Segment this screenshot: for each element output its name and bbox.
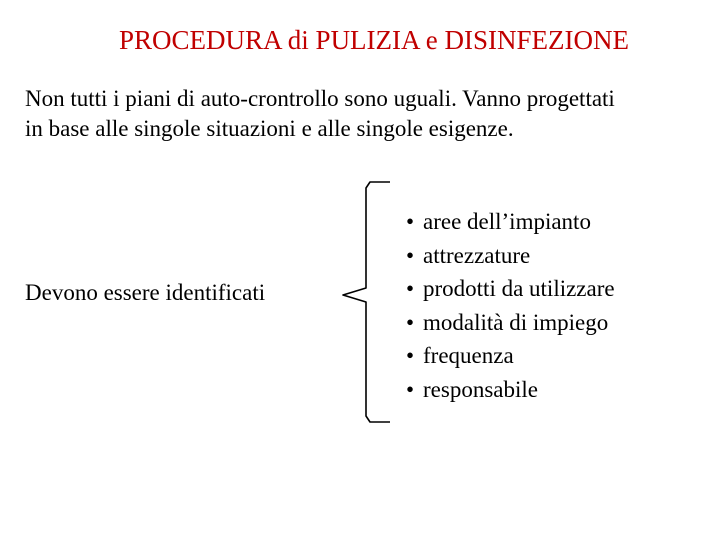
bullet-dot: • (406, 343, 415, 369)
list-item-text: aree dell’impianto (423, 209, 591, 234)
intro-line-1: Non tutti i piani di auto-crontrollo sono uguali. Vanno progettati (25, 86, 615, 111)
list-item-text: prodotti da utilizzare (423, 276, 615, 302)
list-item-text: attrezzature (423, 242, 531, 268)
list-item (406, 205, 615, 239)
bullet-dot: • (406, 242, 415, 268)
bullet-dot: • (406, 276, 415, 302)
list-item-text: responsabile (423, 376, 538, 402)
list-item-text: modalità di impiego (423, 309, 609, 335)
lead-label: Devono essere identificati (25, 280, 266, 305)
slide-title (0, 20, 720, 60)
list-item (406, 306, 615, 340)
title-part-pulizia: PULIZIA (308, 25, 426, 55)
intro-line-2: in base alle singole situazioni e alle singole esigenze. (25, 116, 514, 141)
bullet-dot: • (406, 376, 415, 402)
bullet-list (406, 205, 615, 407)
title-part-disinfezione: DISINFEZIONE (437, 25, 630, 55)
title-part-procedura: PROCEDURA (118, 25, 288, 55)
list-item (406, 373, 615, 407)
title-part-e: e (425, 25, 438, 55)
bullet-dot: • (406, 209, 415, 234)
title-part-di: di (287, 25, 309, 55)
bullet-dot: • (406, 309, 415, 335)
list-item (406, 272, 615, 306)
intro-paragraph (25, 84, 715, 144)
left-brace (340, 178, 395, 426)
list-item (406, 339, 615, 373)
list-item (406, 239, 615, 273)
list-item-text: frequenza (423, 343, 514, 369)
